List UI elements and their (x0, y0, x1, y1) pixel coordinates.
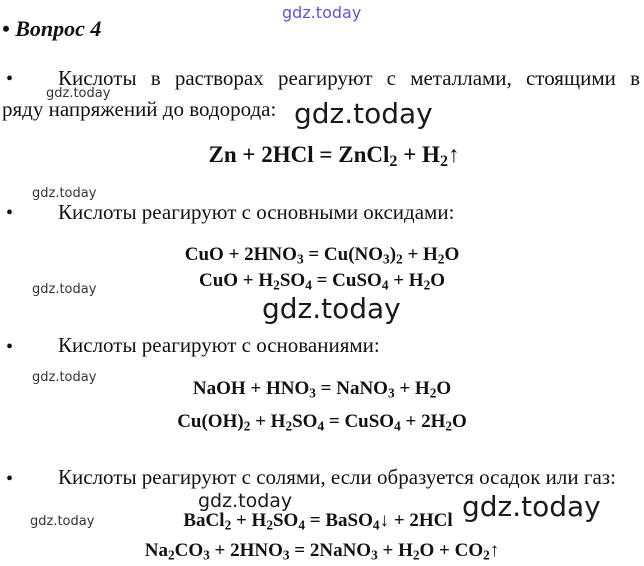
equation-1: Zn + 2HCl = ZnCl$_2$ + $H_2↑$ (208, 142, 460, 171)
question-heading: • Вопрос 4 (2, 16, 102, 41)
equation-2: CuO + $2HNO_3 = Cu(NO_3)_2 + H_2O$ (184, 244, 460, 267)
section-2-line-1: Кислоты реагируют с основными оксидами: (58, 200, 455, 224)
watermark-large-3: gdz.today (462, 490, 601, 523)
section-1-line-1: Кислоты в растворах реагируют с металлами, стоящими в (58, 66, 640, 90)
equation-4: NaOH + $HNO_3$ = NaNO$_3$ + $H_2O$ (192, 378, 452, 401)
watermark-small-5: gdz.today (30, 514, 95, 529)
bullet-4: • (6, 468, 14, 490)
section-4-line-1: Кислоты реагируют с солями, если образуется осадок или газ: (58, 465, 616, 489)
watermark-large-2: gdz.today (262, 292, 401, 325)
watermark-top: gdz.today (282, 3, 362, 22)
watermark-small-3: gdz.today (32, 282, 97, 297)
equation-7: $Na_2CO_3 + 2HNO_3$ = 2NaNO$_3$ + $H_2O$ + $CO_2↑$ (144, 540, 500, 563)
equation-6: BaCl$_2$ + $H_2SO_4$ = BaSO$_4$↓ + 2HCl (183, 510, 453, 533)
bullet-1: • (6, 68, 14, 90)
section-3-line-1: Кислоты реагируют с основаниями: (58, 333, 380, 357)
watermark-small-4: gdz.today (32, 370, 97, 385)
watermark-small-2: gdz.today (32, 186, 97, 201)
bullet-3: • (6, 336, 14, 358)
section-1-line-2: ряду напряжений до водорода: (2, 97, 277, 121)
equation-3: CuO + $H_2SO_4$ = CuSO$_4$ + $H_2O$ (198, 270, 446, 293)
watermark-small-1: gdz.today (46, 86, 111, 101)
watermark-large-1: gdz.today (294, 97, 433, 130)
watermark-medium-1: gdz.today (198, 490, 293, 512)
equation-5: $Cu(OH)_2 + H_2SO_4$ = CuSO$_4$ + $2H_2O$ (177, 411, 467, 434)
bullet-2: • (6, 202, 14, 224)
